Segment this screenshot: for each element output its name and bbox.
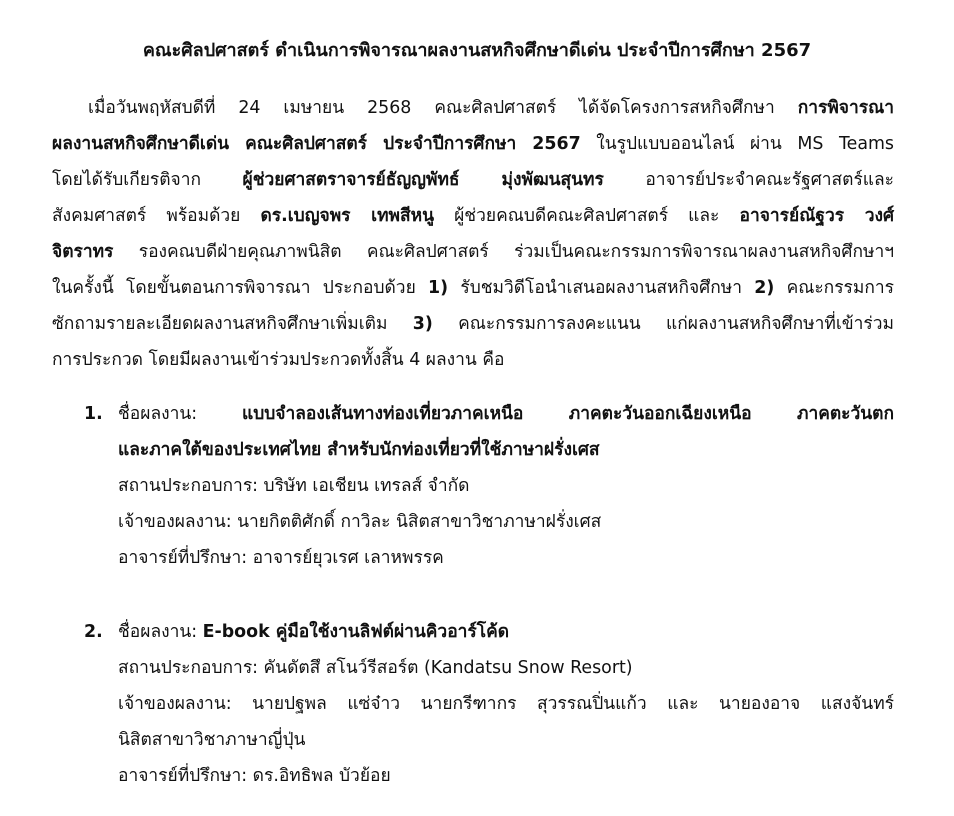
intro-text: เมื่อวันพฤหัสบดีที่ 24 เมษายน 2568 คณะศิลปศาสตร์ ได้จัดโครงการสหกิจศึกษา xyxy=(88,98,798,118)
item-name-value: E-book คู่มือใช้งานลิฟต์ผ่านคิวอาร์โค้ด xyxy=(202,622,510,642)
intro-bold-text: 2) xyxy=(754,278,775,298)
intro-bold-text: 1) xyxy=(428,278,449,298)
intro-text: รองคณบดีฝ่ายคุณภาพนิสิต คณะศิลปศาสตร์ ร่วมเป็นคณะกรรมการพิจารณาผลงานสหกิจศึกษาฯ xyxy=(113,242,894,262)
intro-text: สังคมศาสตร์ พร้อมด้วย xyxy=(52,206,261,226)
intro-paragraph xyxy=(52,90,894,378)
list-item xyxy=(52,614,894,794)
intro-line xyxy=(52,270,894,306)
intro-text: ในครั้งนี้ โดยขั้นตอนการพิจารณา ประกอบด้วย xyxy=(52,278,429,298)
intro-text: รับชมวิดีโอนำเสนอผลงานสหกิจศึกษา xyxy=(448,278,755,298)
intro-text: ซักถามรายละเอียดผลงานสหกิจศึกษาเพิ่มเติม xyxy=(52,314,413,334)
item-name-line xyxy=(118,614,894,650)
item-place: สถานประกอบการ: บริษัท เอเชียน เทรลส์ จำกัด xyxy=(118,476,470,496)
intro-line xyxy=(52,234,894,270)
intro-line xyxy=(52,342,894,378)
intro-bold-text: ผู้ช่วยศาสตราจารย์ธัญญพัทธ์ มุ่งพัฒนสุนทร xyxy=(242,170,604,190)
item-name-line xyxy=(118,396,894,432)
intro-line xyxy=(52,198,894,234)
list-item-number: 1. xyxy=(84,404,103,424)
item-name-value: แบบจำลองเส้นทางท่องเที่ยวภาคเหนือ ภาคตะวันออกเฉียงเหนือ ภาคตะวันตก xyxy=(242,404,894,424)
item-advisor: อาจารย์ที่ปรึกษา: อาจารย์ยุวเรศ เลาหพรรค xyxy=(118,548,444,568)
intro-text: คณะกรรมการลงคะแนน แก่ผลงานสหกิจศึกษาที่เข้าร่วม xyxy=(432,314,894,334)
intro-text: การประกวด โดยมีผลงานเข้าร่วมประกวดทั้งสิ้น 4 ผลงาน คือ xyxy=(52,350,505,370)
intro-line xyxy=(52,126,894,162)
list-item-body xyxy=(118,396,894,576)
intro-line xyxy=(52,306,894,342)
intro-text: ในรูปแบบออนไลน์ ผ่าน MS Teams xyxy=(580,134,894,154)
document-title: คณะศิลปศาสตร์ ดำเนินการพิจารณาผลงานสหกิจศึกษาดีเด่น ประจำปีการศึกษา 2567 xyxy=(142,40,812,61)
item-name-continuation: และภาคใต้ของประเทศไทย สำหรับนักท่องเที่ยวที่ใช้ภาษาฝรั่งเศส xyxy=(118,440,600,460)
item-advisor: อาจารย์ที่ปรึกษา: ดร.อิทธิพล บัวย้อย xyxy=(118,766,391,786)
item-owner: เจ้าของผลงาน: นายกิตติศักดิ์ กาวิละ นิสิตสาขาวิชาภาษาฝรั่งเศส xyxy=(118,512,602,532)
item-owner-continuation: นิสิตสาขาวิชาภาษาญี่ปุ่น xyxy=(118,730,306,750)
intro-bold-text: การพิจารณา xyxy=(797,98,894,118)
intro-bold-text: จิตราทร xyxy=(52,242,114,262)
list-item-body xyxy=(118,614,894,794)
intro-bold-text: 3) xyxy=(412,314,433,334)
item-place: สถานประกอบการ: คันดัตสึ สโนว์รีสอร์ต (Kandatsu Snow Resort) xyxy=(118,658,633,678)
intro-text: ผู้ช่วยคณบดีคณะศิลปศาสตร์ และ xyxy=(434,206,740,226)
intro-text: อาจารย์ประจำคณะรัฐศาสตร์และ xyxy=(603,170,894,190)
list-item-number: 2. xyxy=(84,622,103,642)
item-name-label: ชื่อผลงาน: xyxy=(118,404,243,424)
intro-bold-text: ดร.เบญจพร เทพสีหนู xyxy=(260,206,434,226)
intro-line xyxy=(52,90,894,126)
intro-text: คณะกรรมการ xyxy=(774,278,894,298)
item-owner: เจ้าของผลงาน: นายปฐพล แซ่จ๋าว นายกรีฑากร สุวรรณปิ่นแก้ว และ นายองอาจ แสงจันทร์ xyxy=(118,694,894,714)
list-item xyxy=(52,396,894,576)
intro-bold-text: อาจารย์ณัฐวร วงศ์ xyxy=(739,206,894,226)
item-name-label: ชื่อผลงาน: xyxy=(118,622,203,642)
intro-text: โดยได้รับเกียรติจาก xyxy=(52,170,243,190)
intro-line xyxy=(52,162,894,198)
intro-bold-text: ผลงานสหกิจศึกษาดีเด่น คณะศิลปศาสตร์ ประจำปีการศึกษา 2567 xyxy=(52,134,581,154)
